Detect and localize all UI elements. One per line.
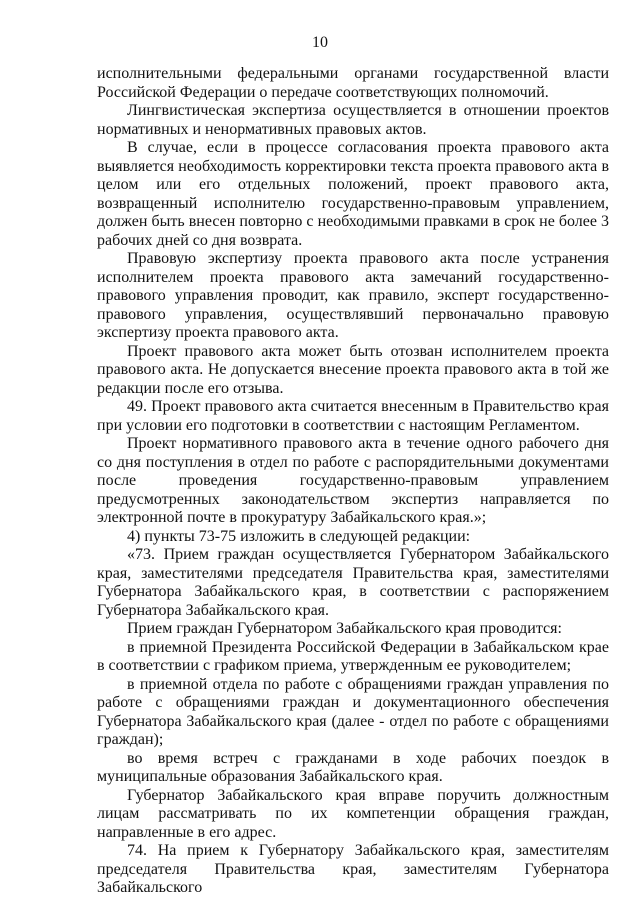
- paragraph-correction-case: В случае, если в процессе согласования проекта правового акта выявляется необходимость корректировки текста проекта правового акта в целом или его отдельных положений, проект правового акта, возвращенный исполнителю государственно-правовым управлением, должен быть внесен повторно с необходимыми правками в срок не более 3 рабочих дней со дня возврата.: [97, 139, 609, 249]
- page-number: 10: [312, 34, 328, 51]
- paragraph-item-49: 49. Проект правового акта считается внесенным в Правительство края при условии его подготовки в соответствии с настоящим Регламентом.: [97, 398, 609, 434]
- paragraph-item-73: «73. Прием граждан осуществляется Губернатором Забайкальского края, заместителями председателя Правительства края, заместителями Губернатора Забайкальского края, в соответствии с распоряжением Губернатора Забайкальского края.: [97, 546, 609, 619]
- paragraph-reception-department: в приемной отдела по работе с обращениями граждан управления по работе с обращениями граждан и документационного обеспечения Губернатора Забайкальского края (далее - отдел по работе с обращениями граждан);: [97, 675, 609, 748]
- paragraph-prosecutor: Проект нормативного правового акта в течение одного рабочего дня со дня поступления в отдел по работе с распорядительными документами после проведения государственно-правовым управлением предусмотренных законодательством экспертиз направляется по электронной почте в прокуратуру Забайкальского края.»;: [97, 435, 609, 526]
- paragraph-continuation: исполнительными федеральными органами государственной власти Российской Федерации о передаче соответствующих полномочий.: [97, 65, 609, 101]
- paragraph-item-74: 74. На прием к Губернатору Забайкальского края, заместителям председателя Правительства края, заместителям Губернатора Забайкальского: [97, 842, 609, 896]
- paragraph-legal-expertise: Правовую экспертизу проекта правового акта после устранения исполнителем проекта правового акта замечаний государственно-правового управления проводит, как правило, эксперт государственно-правового управления, осуществлявший первоначально правовую экспертизу проекта правового акта.: [97, 250, 609, 341]
- document-body: [97, 65, 609, 898]
- paragraph-reception-trips: во время встреч с гражданами в ходе рабочих поездок в муниципальные образования Забайкальского края.: [97, 749, 609, 785]
- paragraph-subitem-4: 4) пункты 73-75 изложить в следующей редакции:: [127, 527, 471, 545]
- paragraph-withdrawal: Проект правового акта может быть отозван исполнителем проекта правового акта. Не допускается внесение проекта правового акта в той же редакции после его отзыва.: [97, 342, 609, 397]
- paragraph-reception-intro: Прием граждан Губернатором Забайкальского края проводится:: [127, 620, 562, 637]
- paragraph-linguistic-expertise: Лингвистическая экспертиза осуществляется в отношении проектов нормативных и ненормативных правовых актов.: [97, 102, 609, 138]
- paragraph-reception-president: в приемной Президента Российской Федерации в Забайкальском крае в соответствии с графиком приема, утвержденным ее руководителем;: [97, 638, 609, 674]
- paragraph-delegation: Губернатор Забайкальского края вправе поручить должностным лицам рассматривать по их компетенции обращения граждан, направленные в его адрес.: [97, 786, 609, 841]
